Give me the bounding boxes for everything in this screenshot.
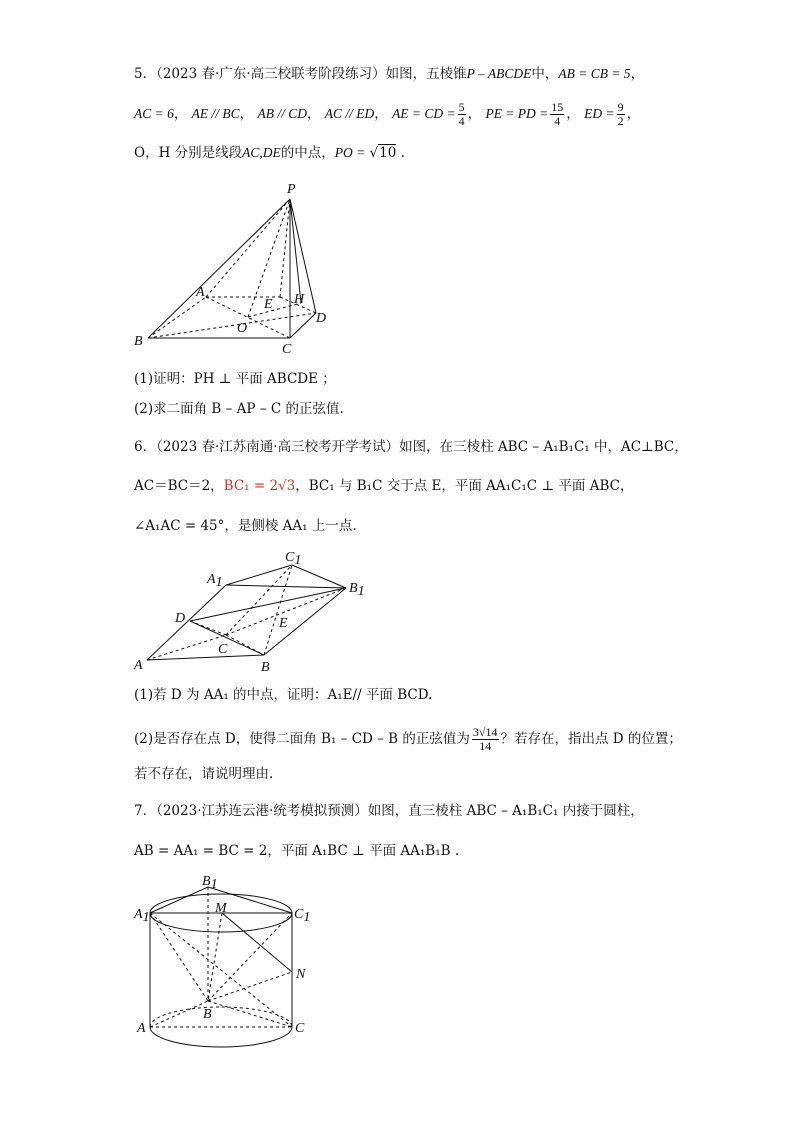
label-C: C xyxy=(295,1021,305,1036)
p5-line-1: 5．（2023 春·广东·高三校联考阶段练习）如图，五棱锥P – ABCDE中，AB = CB = 5， xyxy=(134,66,645,82)
p6-line-3: ∠A₁AC = 45°，是侧棱 AA₁ 上一点. xyxy=(134,518,357,534)
p7-line-2: AB = AA₁ = BC = 2，平面 A₁BC ⊥ 平面 AA₁B₁B . xyxy=(134,843,460,859)
label-P: P xyxy=(287,182,296,197)
label-O: O xyxy=(237,321,248,336)
label-M: M xyxy=(215,901,227,916)
fraction-5-4: $\frac{5}{4}$ xyxy=(458,100,465,128)
label-A1: A1 xyxy=(207,572,223,590)
p7-source: （2023·江苏连云港·统考模拟预测） xyxy=(156,803,368,819)
fraction-3sqrt14-14: $\frac{3√14}{14}$ xyxy=(472,725,498,753)
sqrt-10: 10 xyxy=(379,145,397,161)
fraction-15-4: $\frac{15}{4}$ xyxy=(551,100,564,128)
bc1-length: BC₁ = 2√3 xyxy=(223,478,296,494)
label-A1: A1 xyxy=(134,907,150,925)
p6-question-2-cont: 若不存在，请说明理由. xyxy=(134,766,274,782)
p7-number: 7． xyxy=(134,803,157,819)
p6-number: 6． xyxy=(134,439,157,455)
label-B1: B1 xyxy=(349,581,365,599)
p6-question-2: (2)是否存在点 D，使得二面角 B₁ – CD – B 的正弦值为 $\frac{3√14}{14}$ ？若存在，指出点 D 的位置； xyxy=(134,725,682,753)
label-C1: C1 xyxy=(285,550,302,568)
p5-question-2: (2)求二面角 B – AP – C 的正弦值. xyxy=(134,401,344,417)
label-B: B xyxy=(203,1007,212,1022)
label-B: B xyxy=(134,334,143,349)
p5-question-1: (1)证明：PH ⊥ 平面 ABCDE ； xyxy=(134,371,336,387)
label-C: C xyxy=(218,642,228,657)
p5-number: 5． xyxy=(134,66,157,82)
p6-question-1: (1)若 D 为 AA₁ 的中点，证明：A₁E// 平面 BCD. xyxy=(134,687,433,703)
p5-line-2: AC = 6， AE // BC， AB // CD， AC // ED， AE = CD = $\frac{5}{4}$ ， PE = PD = $\frac{15}{4}$ ， ED = $\frac{9}{2}$ ， xyxy=(134,100,641,128)
label-C: C xyxy=(282,342,292,357)
p5-pyramid: P – ABCDE xyxy=(466,66,532,81)
label-H: H xyxy=(294,292,305,307)
p7-line-1: 7．（2023·江苏连云港·统考模拟预测）如图，直三棱柱 ABC – A₁B₁C₁ 内接于圆柱， xyxy=(134,803,644,819)
p6-line-2: AC＝BC＝2，BC₁ = 2√3，BC₁ 与 B₁C 交于点 E，平面 AA₁C₁C ⊥ 平面 ABC， xyxy=(134,478,634,494)
p5-source: （2023 春·广东·高三校联考阶段练习） xyxy=(156,66,386,82)
p6-source: （2023 春·江苏南通·高三校考开学考试） xyxy=(156,439,400,455)
label-E: E xyxy=(279,616,288,631)
p5-line-3: O，H 分别是线段AC,DE的中点，PO = √10 . xyxy=(134,145,405,161)
label-B: B xyxy=(261,660,270,675)
p6-line-1: 6．（2023 春·江苏南通·高三校考开学考试）如图，在三棱柱 ABC – A₁B₁C₁ 中，AC⊥BC， xyxy=(134,439,688,455)
label-A: A xyxy=(137,1021,146,1036)
label-B1: B1 xyxy=(202,874,218,892)
label-D: D xyxy=(316,311,327,326)
label-A: A xyxy=(196,285,205,300)
label-D: D xyxy=(175,611,186,626)
fraction-9-2: $\frac{9}{2}$ xyxy=(617,100,624,128)
label-N: N xyxy=(296,967,306,982)
label-C1: C1 xyxy=(294,907,311,925)
label-A: A xyxy=(134,658,143,673)
label-E: E xyxy=(264,297,273,312)
